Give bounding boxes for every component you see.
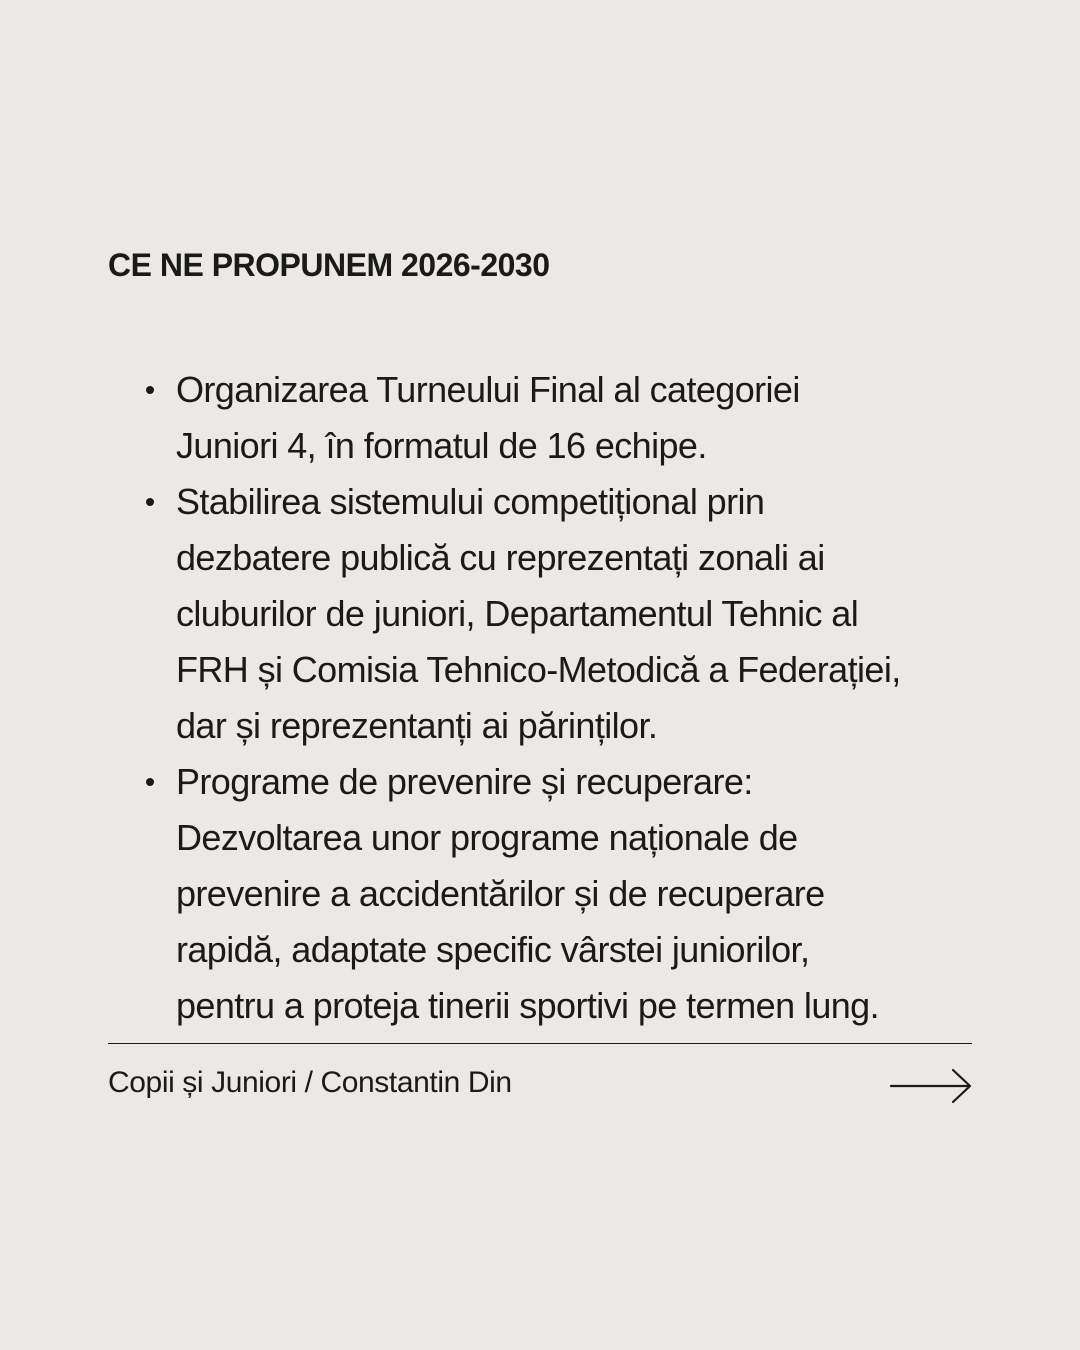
arrow-right-icon[interactable] (889, 1066, 973, 1106)
goal-item-3 (176, 754, 976, 1034)
goals-list (176, 362, 976, 1034)
bullet-icon (146, 498, 154, 506)
bullet-icon (146, 778, 154, 786)
page-title: CE NE PROPUNEM 2026-2030 (108, 247, 550, 283)
goal-item-2 (176, 474, 976, 754)
goal-1-line-1: Organizarea Turneului Final al categoriei (176, 369, 800, 410)
goal-2-line-2: dezbatere publică cu reprezentați zonali ai (176, 537, 825, 578)
footer-divider (108, 1043, 972, 1044)
goal-2-line-5: dar și reprezentanți ai părinților. (176, 705, 658, 746)
goal-3-line-1: Programe de prevenire și recuperare: (176, 761, 753, 802)
footer-caption: Copii și Juniori / Constantin Din (108, 1066, 512, 1099)
goal-1-line-2: Juniori 4, în formatul de 16 echipe. (176, 425, 707, 466)
goal-2-line-4: FRH și Comisia Tehnico-Metodică a Federației, (176, 649, 901, 690)
goal-2-line-1: Stabilirea sistemului competițional prin (176, 481, 765, 522)
goal-3-line-2: Dezvoltarea unor programe naționale de (176, 817, 798, 858)
bullet-icon (146, 386, 154, 394)
goal-item-1 (176, 362, 976, 474)
goal-3-line-4: rapidă, adaptate specific vârstei juniorilor, (176, 929, 810, 970)
goal-2-line-3: cluburilor de juniori, Departamentul Tehnic al (176, 593, 859, 634)
goal-3-line-3: prevenire a accidentărilor și de recuperare (176, 873, 825, 914)
goal-3-line-5: pentru a proteja tinerii sportivi pe termen lung. (176, 985, 879, 1026)
